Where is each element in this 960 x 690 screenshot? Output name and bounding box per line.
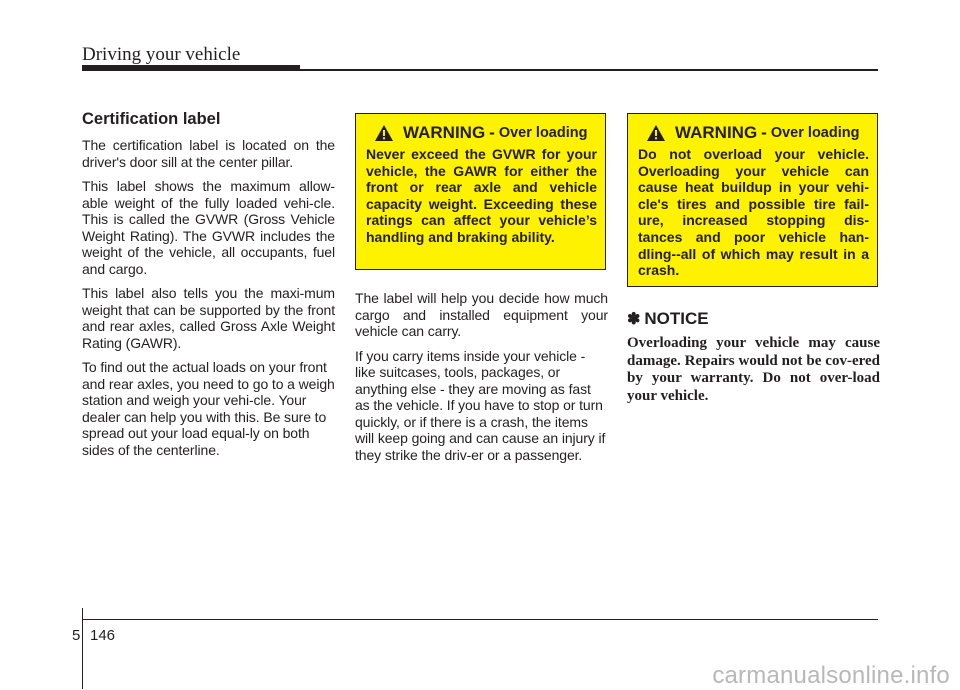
paragraph: The label will help you decide how much cargo and installed equipment your vehicle can carry. bbox=[355, 290, 608, 339]
warning-triangle-icon bbox=[374, 124, 394, 142]
notice-heading bbox=[627, 309, 880, 329]
warning-box-gvwr bbox=[355, 113, 606, 270]
chapter-number: 5 bbox=[72, 627, 81, 644]
paragraph: This label also tells you the maxi-mum weight that can be supported by the front and rear axles, called Gross Axle Weight Rating (GAWR). bbox=[82, 285, 335, 351]
warning-word: WARNING bbox=[675, 123, 758, 142]
footer-vertical-rule bbox=[82, 608, 83, 689]
paragraph: This label shows the maximum allow-able weight of the fully loaded vehi-cle. This is called the GVWR (Gross Vehicle Weight Rating). The GVWR includes the weight of the vehicle, all occupants, fuel and cargo. bbox=[82, 178, 335, 277]
column-1 bbox=[82, 110, 335, 466]
warning-word: WARNING bbox=[403, 123, 486, 142]
warning-text: Do not overload your vehicle. Overloading your vehicle can cause heat buildup in your vehi-cle's tires and possible tire fail-ure, increased stopping dis-tances and poor vehicle han-dling--all of which may result in a crash. bbox=[638, 146, 869, 279]
section-title: Driving your vehicle bbox=[82, 44, 241, 65]
warning-box-overload bbox=[627, 113, 878, 287]
warning-separator: - bbox=[761, 123, 767, 142]
notice-text: Overloading your vehicle may cause damage. Repairs would not be cov-ered by your warranty. Do not over-load your vehicle. bbox=[627, 335, 880, 404]
notice-mark-icon: ✽ bbox=[627, 311, 641, 328]
warning-subject: Over loading bbox=[498, 125, 588, 141]
page-number: 146 bbox=[90, 627, 116, 644]
column-2 bbox=[355, 113, 608, 471]
certification-label-heading: Certification label bbox=[82, 110, 221, 128]
notice-title: NOTICE bbox=[644, 309, 709, 328]
column-3 bbox=[627, 113, 880, 405]
column-2-body bbox=[355, 290, 608, 463]
header-rule-thick bbox=[82, 65, 300, 71]
warning-header bbox=[374, 123, 597, 143]
warning-triangle-icon bbox=[646, 124, 666, 142]
warning-header bbox=[646, 123, 869, 143]
header-rule-thin bbox=[300, 69, 878, 71]
footer-horizontal-rule bbox=[82, 619, 878, 620]
paragraph: The certification label is located on the driver's door sill at the center pillar. bbox=[82, 137, 335, 170]
warning-separator: - bbox=[489, 123, 495, 142]
warning-subject: Over loading bbox=[770, 125, 860, 141]
watermark: carmanualsonline.info bbox=[712, 662, 950, 689]
warning-text: Never exceed the GVWR for your vehicle, the GAWR for either the front or rear axle and vehicle capacity weight. Exceeding these ratings can affect your vehicle’s handling and braking ability. bbox=[366, 146, 597, 245]
paragraph: If you carry items inside your vehicle - like suitcases, tools, packages, or anything else - they are moving as fast as the vehicle. If you have to stop or turn quickly, or if there is a crash, the items will keep going and can cause an injury if they strike the driv-er or a passenger. bbox=[355, 347, 606, 463]
paragraph: To find out the actual loads on your front and rear axles, you need to go to a weigh station and weigh your vehi-cle. Your dealer can help you with this. Be sure to spread out your load equal-ly on both sides of the centerline. bbox=[82, 359, 335, 458]
